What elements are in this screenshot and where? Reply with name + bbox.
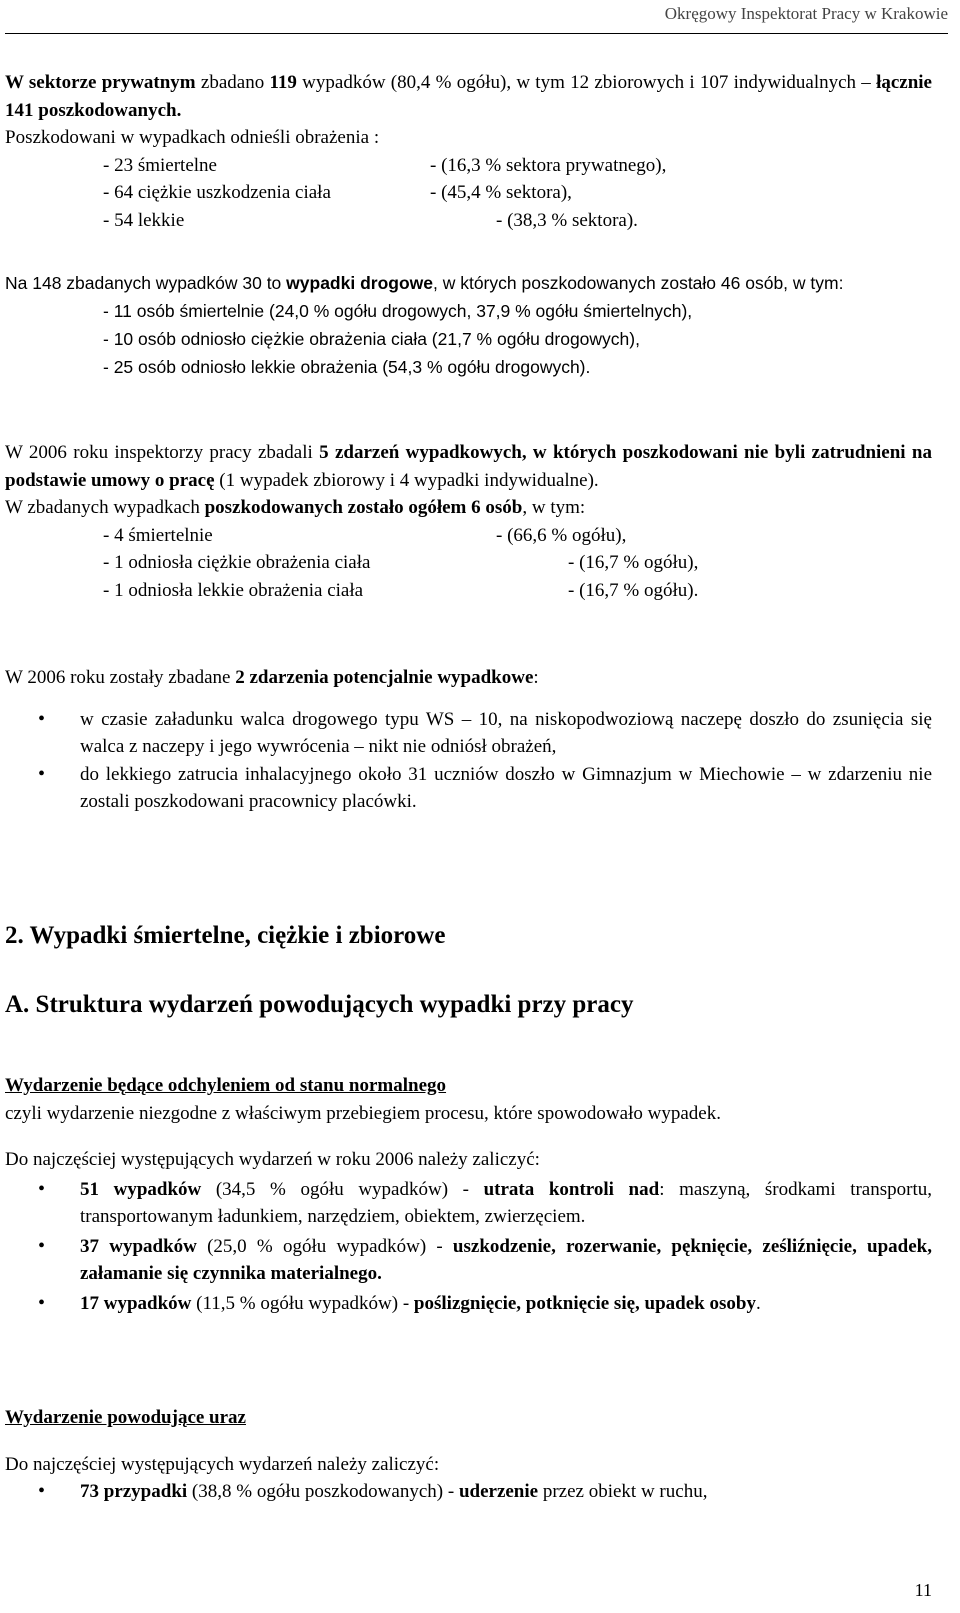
list-item: • 73 przypadki (38,8 % ogółu poszkodowanych) - uderzenie przez obiekt w ruchu, (5, 1478, 932, 1506)
non-employed-row: - 4 śmiertelnie - (66,6 % ogółu), (103, 524, 627, 546)
road-item: - 25 osób odniosło lekkie obrażenia (54,3 % ogółu drogowych). (103, 357, 591, 377)
list-item: • 37 wypadków (25,0 % ogółu wypadków) - uszkodzenie, rozerwanie, pęknięcie, ześliźnięcie, upadek, załamanie się czynnika materialnego. (5, 1233, 932, 1288)
deviation-list (5, 1176, 932, 1318)
list-item: • do lekkiego zatrucia inhalacyjnego około 31 uczniów doszło w Gimnazjum w Miechowie – w zdarzeniu nie zostali poszkodowani pracownicy placówki. (5, 761, 932, 816)
header-rule (5, 33, 948, 34)
list-item: • 17 wypadków (11,5 % ogółu wypadków) - poślizgnięcie, potknięcie się, upadek osoby. (5, 1290, 932, 1318)
potential-accidents-section (5, 664, 932, 816)
list-item: • w czasie załadunku walca drogowego typu WS – 10, na niskopodwoziową naczepę doszło do zsunięcia się walca z naczepy i jego wywrócenia – nikt nie odniósł obrażeń, (5, 706, 932, 761)
road-item: - 11 osób śmiertelnie (24,0 % ogółu drogowych, 37,9 % ogółu śmiertelnych), (103, 301, 693, 321)
road-intro: Na 148 zbadanych wypadków 30 to wypadki drogowe, w których poszkodowanych zostało 46 osób, w tym: (5, 273, 844, 293)
non-employed-row: - 1 odniosła ciężkie obrażenia ciała - (16,7 % ogółu), (103, 552, 699, 573)
injury-row: - 54 lekkie - (38,3 % sektora). (103, 209, 638, 231)
injury-heading: Wydarzenie powodujące uraz (5, 1407, 246, 1428)
private-sector-intro: W sektorze prywatnym zbadano 119 wypadków (80,4 % ogółu), w tym 12 zbiorowych i 107 indywidualnych – łącznie 141 poszkodowanych. (5, 72, 932, 121)
road-accidents-section (5, 269, 932, 381)
private-sector-section (5, 69, 932, 234)
section-title: 2. Wypadki śmiertelne, ciężkie i zbiorowe (5, 922, 446, 949)
page-number: 11 (914, 1580, 932, 1600)
non-employed-p1: W 2006 roku inspektorzy pracy zbadali 5 zdarzeń wypadkowych, w których poszkodowani nie byli zatrudnieni na podstawie umowy o pracę (1 wypadek zbiorowy i 4 wypadki indywidualne). (5, 442, 932, 491)
section-subtitle: A. Struktura wydarzeń powodujących wypadki przy pracy (5, 991, 634, 1018)
injury-section (5, 1404, 932, 1506)
road-item: - 10 osób odniosło ciężkie obrażenia ciała (21,7 % ogółu drogowych), (103, 329, 640, 349)
potential-list (5, 706, 932, 816)
non-employed-row: - 1 odniosła lekkie obrażenia ciała - (16,7 % ogółu). (103, 579, 699, 601)
deviation-definition: czyli wydarzenie niezgodne z właściwym przebiegiem procesu, które spowodowało wypadek. (5, 1102, 721, 1124)
non-employed-p2: W zbadanych wypadkach poszkodowanych zostało ogółem 6 osób, w tym: (5, 497, 586, 518)
list-item: • 51 wypadków (34,5 % ogółu wypadków) - utrata kontroli nad: maszyną, środkami transportu, transportowanym ładunkiem, narzędziem, obiektem, zwierzęciem. (5, 1176, 932, 1231)
non-employed-section (5, 439, 932, 604)
injury-row: - 23 śmiertelne - (16,3 % sektora prywatnego), (103, 154, 667, 176)
injury-row: - 64 ciężkie uszkodzenia ciała - (45,4 % sektora), (103, 182, 572, 203)
deviation-heading: Wydarzenie będące odchyleniem od stanu normalnego (5, 1075, 447, 1096)
injury-intro: Do najczęściej występujących wydarzeń należy zaliczyć: (5, 1453, 440, 1475)
deviation-section (5, 1072, 932, 1317)
running-header: Okręgowy Inspektorat Pracy w Krakowie (664, 4, 948, 23)
deviation-intro: Do najczęściej występujących wydarzeń w roku 2006 należy zaliczyć: (5, 1149, 540, 1170)
potential-intro: W 2006 roku zostały zbadane 2 zdarzenia potencjalnie wypadkowe: (5, 667, 539, 688)
injury-list (5, 1478, 932, 1506)
injuries-intro: Poszkodowani w wypadkach odnieśli obrażenia : (5, 127, 380, 148)
